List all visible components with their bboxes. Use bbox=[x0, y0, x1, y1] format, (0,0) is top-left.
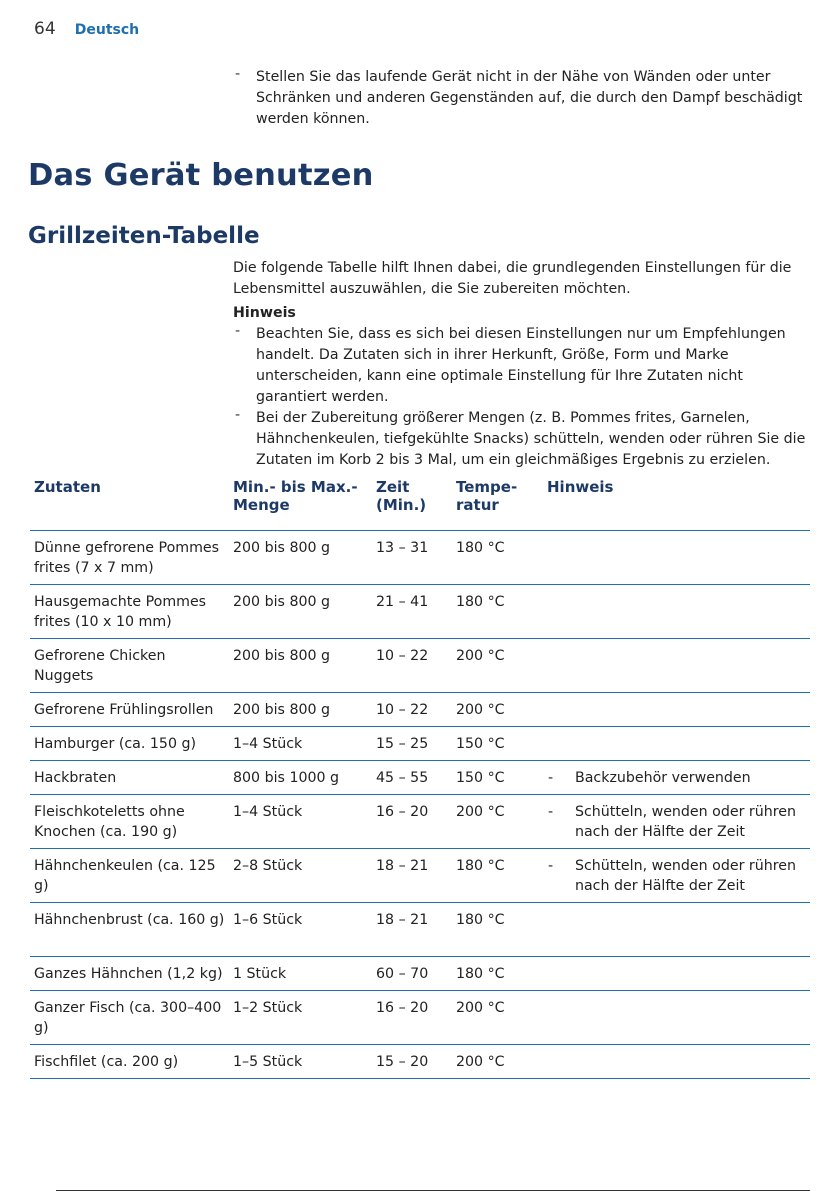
hint-bullet: - Backzubehör verwenden bbox=[547, 768, 806, 788]
cell-ingredient: Hähnchenkeulen (ca. 125 g) bbox=[34, 857, 216, 894]
section-subtitle: Grillzeiten-Tabelle bbox=[28, 223, 260, 249]
cell-ingredient: Gefrorene Frühlingsrollen bbox=[34, 701, 214, 718]
table-row bbox=[30, 530, 810, 584]
note-bullet-list bbox=[233, 324, 813, 471]
cell-amount: 200 bis 800 g bbox=[233, 701, 331, 718]
intro-bullet: - Stellen Sie das laufende Gerät nicht in der Nähe von Wänden oder unter Schränken und anderen Gegenständen auf, die durch den Dampf beschädigt werden können. bbox=[233, 67, 813, 130]
header-time: Zeit (Min.) bbox=[376, 478, 427, 514]
cell-time: 18 – 21 bbox=[376, 911, 429, 928]
cell-time: 45 – 55 bbox=[376, 769, 429, 786]
cell-time: 10 – 22 bbox=[376, 701, 429, 718]
cell-time: 16 – 20 bbox=[376, 803, 429, 820]
table-row bbox=[30, 848, 810, 902]
cell-amount: 200 bis 800 g bbox=[233, 647, 331, 664]
table-row bbox=[30, 760, 810, 794]
table-header-row bbox=[30, 478, 810, 530]
cell-ingredient: Ganzes Hähnchen (1,2 kg) bbox=[34, 965, 223, 982]
table-row bbox=[30, 726, 810, 760]
cell-hint bbox=[543, 794, 810, 848]
cell-temperature: 200 °C bbox=[456, 647, 505, 664]
cell-amount: 1–4 Stück bbox=[233, 803, 303, 820]
cell-hint bbox=[543, 1044, 810, 1078]
cell-hint bbox=[543, 990, 810, 1044]
cell-time: 60 – 70 bbox=[376, 965, 429, 982]
cell-ingredient: Hamburger (ca. 150 g) bbox=[34, 735, 197, 752]
cell-hint bbox=[543, 956, 810, 990]
cell-amount: 2–8 Stück bbox=[233, 857, 303, 874]
table-row bbox=[30, 1044, 810, 1078]
cell-hint bbox=[543, 638, 810, 692]
cell-time: 21 – 41 bbox=[376, 593, 429, 610]
cell-temperature: 200 °C bbox=[456, 1053, 505, 1070]
cell-temperature: 180 °C bbox=[456, 857, 505, 874]
table-row bbox=[30, 638, 810, 692]
cell-ingredient: Hähnchenbrust (ca. 160 g) bbox=[34, 911, 225, 928]
cell-ingredient: Ganzer Fisch (ca. 300–400 g) bbox=[34, 999, 222, 1036]
cell-temperature: 180 °C bbox=[456, 965, 505, 982]
cell-time: 13 – 31 bbox=[376, 539, 429, 556]
cell-amount: 1–6 Stück bbox=[233, 911, 303, 928]
note-bullet: - Bei der Zubereitung größerer Mengen (z. B. Pommes frites, Garnelen, Hähnchenkeulen, tiefgekühlte Snacks) schütteln, wenden oder rühren Sie die Zutaten im Korb 2 bis 3 Mal, um ein gleichmäßiges Ergebnis zu erzielen. bbox=[233, 408, 813, 471]
hint-bullet: - Schütteln, wenden oder rühren nach der Hälfte der Zeit bbox=[547, 856, 806, 896]
table-row bbox=[30, 794, 810, 848]
language-label: Deutsch bbox=[74, 22, 140, 38]
grill-times-table bbox=[30, 478, 810, 1079]
intro-section bbox=[233, 67, 813, 130]
cell-time: 15 – 20 bbox=[376, 1053, 429, 1070]
table-row bbox=[30, 956, 810, 990]
table-row bbox=[30, 902, 810, 956]
description-text: Die folgende Tabelle hilft Ihnen dabei, die grundlegenden Einstellungen für die Lebensmittel auszuwählen, die Sie zubereiten möchten. bbox=[233, 260, 792, 297]
intro-bullet-list bbox=[233, 67, 813, 130]
cell-ingredient: Fischfilet (ca. 200 g) bbox=[34, 1053, 179, 1070]
table-row bbox=[30, 990, 810, 1044]
table-row bbox=[30, 692, 810, 726]
cell-ingredient: Dünne gefrorene Pommes frites (7 x 7 mm) bbox=[34, 539, 220, 576]
cell-amount: 200 bis 800 g bbox=[233, 593, 331, 610]
note-bullet: - Beachten Sie, dass es sich bei diesen Einstellungen nur um Empfehlungen handelt. Da Zutaten sich in ihrer Herkunft, Größe, Form und Marke unterscheiden, kann eine optimale Einstellung für Ihre Zutaten nicht garantiert werden. bbox=[233, 324, 813, 408]
header-hint: Hinweis bbox=[547, 478, 614, 496]
note-heading: Hinweis bbox=[233, 305, 296, 321]
cell-time: 15 – 25 bbox=[376, 735, 429, 752]
cell-ingredient: Gefrorene Chicken Nuggets bbox=[34, 647, 166, 684]
cell-temperature: 150 °C bbox=[456, 769, 505, 786]
page-number: 64 bbox=[34, 19, 56, 39]
cell-temperature: 200 °C bbox=[456, 803, 505, 820]
cell-ingredient: Hausgemachte Pommes frites (10 x 10 mm) bbox=[34, 593, 207, 630]
cell-time: 18 – 21 bbox=[376, 857, 429, 874]
cell-amount: 200 bis 800 g bbox=[233, 539, 331, 556]
cell-ingredient: Hackbraten bbox=[34, 769, 117, 786]
header-temperature: Tempe-ratur bbox=[456, 478, 518, 514]
cell-amount: 800 bis 1000 g bbox=[233, 769, 340, 786]
cell-hint bbox=[543, 760, 810, 794]
page-header bbox=[34, 19, 139, 39]
cell-hint bbox=[543, 848, 810, 902]
cell-ingredient: Fleischkoteletts ohne Knochen (ca. 190 g) bbox=[34, 803, 185, 840]
cell-time: 10 – 22 bbox=[376, 647, 429, 664]
cell-amount: 1–4 Stück bbox=[233, 735, 303, 752]
hint-bullet: - Schütteln, wenden oder rühren nach der Hälfte der Zeit bbox=[547, 802, 806, 842]
cell-temperature: 180 °C bbox=[456, 911, 505, 928]
cell-temperature: 200 °C bbox=[456, 999, 505, 1016]
cell-amount: 1 Stück bbox=[233, 965, 287, 982]
cell-hint bbox=[543, 584, 810, 638]
header-amount: Min.- bis Max.-Menge bbox=[233, 478, 358, 514]
cell-hint bbox=[543, 902, 810, 956]
cell-hint bbox=[543, 530, 810, 584]
section-title: Das Gerät benutzen bbox=[28, 158, 374, 193]
cell-hint bbox=[543, 726, 810, 760]
cell-amount: 1–5 Stück bbox=[233, 1053, 303, 1070]
cell-temperature: 200 °C bbox=[456, 701, 505, 718]
cell-temperature: 180 °C bbox=[456, 539, 505, 556]
cell-hint bbox=[543, 692, 810, 726]
cell-amount: 1–2 Stück bbox=[233, 999, 303, 1016]
table-row bbox=[30, 584, 810, 638]
header-ingredients: Zutaten bbox=[34, 478, 101, 496]
description-block bbox=[233, 258, 813, 471]
cell-temperature: 180 °C bbox=[456, 593, 505, 610]
cell-time: 16 – 20 bbox=[376, 999, 429, 1016]
cell-temperature: 150 °C bbox=[456, 735, 505, 752]
